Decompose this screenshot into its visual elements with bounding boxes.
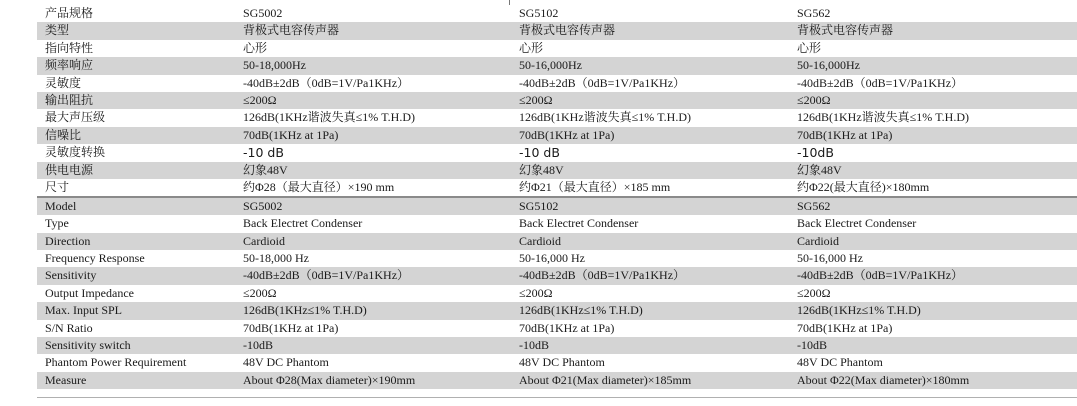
spec-label: 灵敏度转换 [45,145,106,160]
spec-value: -10 dB [243,145,284,161]
spec-value: -10dB [797,338,827,353]
spec-label: 尺寸 [45,179,70,194]
spec-value: -10dB [797,145,834,161]
spec-value: 70dB(1KHz at 1Pa) [797,127,893,142]
spec-value: 背极式电容传声器 [243,23,340,38]
spec-label: Max. Input SPL [45,303,123,318]
spec-row [37,354,1077,371]
spec-label: Direction [45,233,91,248]
spec-row [37,75,1077,92]
spec-value: 126dB(1KHz≤1% T.H.D) [243,303,367,318]
spec-value: -10dB [519,338,549,353]
spec-value: Back Electret Condenser [519,216,639,231]
spec-row [37,302,1077,319]
spec-label: 频率响应 [45,58,94,73]
spec-row [37,22,1077,39]
spec-value: 约Φ28（最大直径）×190 mm [243,179,395,194]
spec-label: Output Impedance [45,285,134,300]
spec-value: 70dB(1KHz at 1Pa) [243,320,339,335]
spec-row [37,109,1077,126]
spec-value: 幻象48V [519,162,564,177]
spec-value: 126dB(1KHz≤1% T.H.D) [519,303,643,318]
spec-row [37,127,1077,144]
spec-row [37,162,1077,179]
spec-row [37,337,1077,354]
spec-value: SG5102 [519,6,559,20]
spec-value: -40dB±2dB（0dB=1V/Pa1KHz） [797,268,964,283]
spec-label: Sensitivity [45,268,97,283]
spec-value: About Φ21(Max diameter)×185mm [519,372,692,387]
spec-row [37,372,1077,389]
spec-value: 心形 [519,40,544,55]
spec-value: -40dB±2dB（0dB=1V/Pa1KHz） [519,75,686,90]
spec-value: 心形 [797,40,822,55]
spec-value: 70dB(1KHz at 1Pa) [797,320,893,335]
spec-value: -40dB±2dB（0dB=1V/Pa1KHz） [243,268,410,283]
bottom-rule [37,397,1077,398]
spec-value: 126dB(1KHz谐波失真≤1% T.H.D) [519,110,692,125]
spec-value: ≤200Ω [797,285,831,300]
spec-value: 126dB(1KHz谐波失真≤1% T.H.D) [243,110,416,125]
spec-label: 供电电源 [45,162,94,177]
spec-label: 指向特性 [45,40,94,55]
spec-label: Type [45,216,69,231]
spec-value: About Φ28(Max diameter)×190mm [243,372,416,387]
spec-value: 126dB(1KHz≤1% T.H.D) [797,303,921,318]
spec-label: 灵敏度 [45,75,82,90]
spec-value: 48V DC Phantom [519,355,605,370]
spec-value: 50-18,000 Hz [243,251,309,266]
spec-row [37,144,1077,161]
spec-value: 70dB(1KHz at 1Pa) [519,320,615,335]
spec-value: 50-16,000Hz [519,58,582,73]
spec-row [37,196,1077,215]
spec-value: 48V DC Phantom [243,355,329,370]
spec-label: Frequency Response [45,251,145,266]
spec-value: Back Electret Condenser [243,216,363,231]
spec-value: SG5002 [243,199,283,214]
spec-value: Cardioid [519,233,561,248]
spec-value: ≤200Ω [519,285,553,300]
spec-value: 背极式电容传声器 [519,23,616,38]
spec-value: SG562 [797,199,831,214]
spec-label: 输出阻抗 [45,92,94,107]
spec-row [37,267,1077,284]
spec-value: 48V DC Phantom [797,355,883,370]
spec-label: Model [45,199,77,214]
spec-label: 产品规格 [45,6,94,20]
spec-value: 126dB(1KHz谐波失真≤1% T.H.D) [797,110,970,125]
spec-row [37,233,1077,250]
spec-label: S/N Ratio [45,320,93,335]
spec-value: 约Φ21（最大直径）×185 mm [519,179,671,194]
spec-value: 50-18,000Hz [243,58,306,73]
spec-label: 类型 [45,23,70,38]
spec-label: 最大声压级 [45,110,106,125]
spec-row [37,215,1077,232]
spec-row [37,250,1077,267]
spec-value: ≤200Ω [519,92,553,107]
spec-value: -40dB±2dB（0dB=1V/Pa1KHz） [797,75,964,90]
spec-label: 信噪比 [45,127,82,142]
spec-value: SG5102 [519,199,559,214]
spec-value: -10 dB [519,145,560,161]
spec-value: SG5002 [243,6,283,20]
spec-value: Cardioid [797,233,839,248]
spec-value: -40dB±2dB（0dB=1V/Pa1KHz） [519,268,686,283]
spec-value: 70dB(1KHz at 1Pa) [243,127,339,142]
spec-table [37,5,1077,389]
spec-value: ≤200Ω [243,285,277,300]
spec-value: ≤200Ω [243,92,277,107]
spec-value: About Φ22(Max diameter)×180mm [797,372,970,387]
spec-value: 70dB(1KHz at 1Pa) [519,127,615,142]
spec-value: 背极式电容传声器 [797,23,894,38]
spec-value: -10dB [243,338,273,353]
spec-value: -40dB±2dB（0dB=1V/Pa1KHz） [243,75,410,90]
spec-value: ≤200Ω [797,92,831,107]
spec-value: Cardioid [243,233,285,248]
spec-row [37,57,1077,74]
spec-label: Phantom Power Requirement [45,355,187,370]
spec-row [37,40,1077,57]
spec-value: SG562 [797,6,831,20]
spec-value: 约Φ22(最大直径)×180mm [797,179,930,194]
spec-row [37,5,1077,22]
spec-row [37,179,1077,196]
spec-value: 50-16,000 Hz [519,251,585,266]
spec-label: Measure [45,372,87,387]
spec-row [37,320,1077,337]
spec-value: 50-16,000 Hz [797,251,863,266]
spec-row [37,285,1077,302]
spec-value: 心形 [243,40,268,55]
spec-row [37,92,1077,109]
spec-value: 50-16,000Hz [797,58,860,73]
spec-label: Sensitivity switch [45,338,131,353]
spec-value: 幻象48V [797,162,842,177]
spec-value: 幻象48V [243,162,288,177]
spec-value: Back Electret Condenser [797,216,917,231]
